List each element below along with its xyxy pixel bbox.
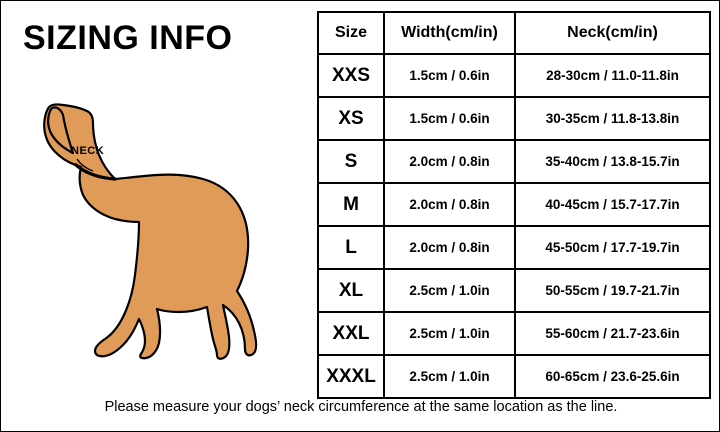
cell-neck: 50-55cm / 19.7-21.7in bbox=[515, 269, 710, 312]
dog-illustration bbox=[19, 79, 299, 379]
cell-neck: 60-65cm / 23.6-25.6in bbox=[515, 355, 710, 398]
table-row bbox=[318, 140, 710, 183]
cell-width: 2.5cm / 1.0in bbox=[384, 355, 515, 398]
page-title: SIZING INFO bbox=[23, 19, 233, 57]
cell-width: 2.5cm / 1.0in bbox=[384, 269, 515, 312]
cell-size: XXXL bbox=[318, 355, 384, 398]
cell-width: 2.0cm / 0.8in bbox=[384, 226, 515, 269]
table-row bbox=[318, 226, 710, 269]
column-header-width: Width(cm/in) bbox=[384, 12, 515, 54]
cell-width: 2.0cm / 0.8in bbox=[384, 140, 515, 183]
table-row bbox=[318, 269, 710, 312]
cell-neck: 45-50cm / 17.7-19.7in bbox=[515, 226, 710, 269]
cell-neck: 55-60cm / 21.7-23.6in bbox=[515, 312, 710, 355]
column-header-neck: Neck(cm/in) bbox=[515, 12, 710, 54]
table-row bbox=[318, 312, 710, 355]
table-header-row bbox=[318, 12, 710, 54]
cell-size: M bbox=[318, 183, 384, 226]
cell-size: XL bbox=[318, 269, 384, 312]
cell-neck: 35-40cm / 13.8-15.7in bbox=[515, 140, 710, 183]
cell-size: XXL bbox=[318, 312, 384, 355]
cell-size: XXS bbox=[318, 54, 384, 97]
table-row bbox=[318, 97, 710, 140]
cell-neck: 40-45cm / 15.7-17.7in bbox=[515, 183, 710, 226]
dog-silhouette-svg bbox=[19, 79, 299, 379]
cell-size: S bbox=[318, 140, 384, 183]
size-chart-table bbox=[317, 11, 711, 399]
cell-width: 1.5cm / 0.6in bbox=[384, 54, 515, 97]
cell-neck: 28-30cm / 11.0-11.8in bbox=[515, 54, 710, 97]
table-row bbox=[318, 54, 710, 97]
cell-neck: 30-35cm / 11.8-13.8in bbox=[515, 97, 710, 140]
cell-width: 2.5cm / 1.0in bbox=[384, 312, 515, 355]
neck-label: NECK bbox=[71, 145, 105, 157]
cell-size: XS bbox=[318, 97, 384, 140]
footer-note: Please measure your dogs’ neck circumference at the same location as the line. bbox=[104, 399, 618, 415]
table-row bbox=[318, 355, 710, 398]
cell-width: 1.5cm / 0.6in bbox=[384, 97, 515, 140]
cell-size: L bbox=[318, 226, 384, 269]
column-header-size: Size bbox=[318, 12, 384, 54]
table-row bbox=[318, 183, 710, 226]
dog-body-shape bbox=[44, 104, 256, 358]
cell-width: 2.0cm / 0.8in bbox=[384, 183, 515, 226]
left-panel bbox=[1, 1, 313, 397]
